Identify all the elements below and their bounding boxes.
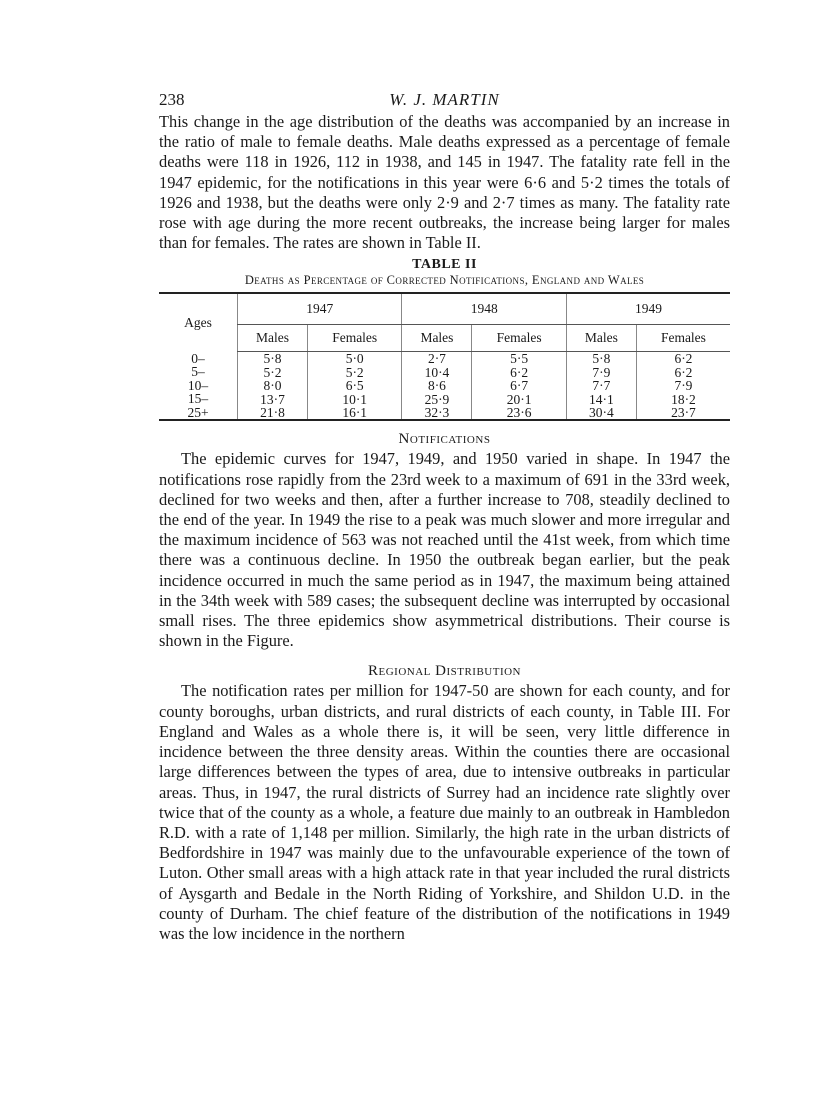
table-cell: 13·7 — [260, 391, 285, 407]
section-heading-notifications: Notifications — [398, 431, 491, 448]
age-label: 5– — [191, 364, 205, 380]
age-label: 10– — [187, 377, 209, 393]
deaths-percentage-table — [159, 292, 730, 421]
ages-header: Ages — [184, 315, 212, 331]
table-cell: 10·4 — [424, 364, 450, 380]
table-cell: 6·7 — [510, 378, 529, 394]
year-header: 1948 — [402, 293, 566, 325]
year-header: 1947 — [238, 293, 402, 325]
year-header: 1949 — [566, 293, 730, 325]
table-cell: 25·9 — [424, 391, 450, 407]
table-title: Deaths as Percentage of Corrected Notifications, England and Wales — [244, 273, 645, 288]
table-cell: 5·8 — [263, 351, 282, 367]
sex-header: Males — [566, 325, 636, 352]
running-head-author: W. J. MARTIN — [389, 90, 500, 109]
table-cell: 20·1 — [506, 391, 532, 407]
paragraph-regional-distribution: The notification rates per million for 1947-50 are shown for each county, and for county boroughs, urban districts, and rural districts of each county, in Table III. For England and Wales as a whole there is, it will be seen, very little difference in incidence between the three density areas. Within the counties there are occasional large differences between the types of area, due to intensive outbreaks in particular areas. Thus, in 1947, the rural districts of Surrey had an incidence rate slightly over twice that of the county as a whole, a feature due mainly to an outbreak in Hambledon R.D. with a rate of 1,148 per million. Similarly, the high rate in the urban districts of Bedfordshire in 1947 was mainly due to the unfavourable experience of the town of Luton. Other small areas with a high attack rate in that year included the rural districts of Aysgarth and Bedale in the North Riding of Yorkshire, and Shildon U.D. in the county of Durham. The chief feature of the distribution of the notifications in 1949 was the low incidence in the northern — [159, 681, 730, 943]
table-cell: 7·9 — [674, 378, 693, 394]
column-1948-females — [472, 352, 567, 421]
running-head — [159, 88, 730, 112]
table-cell: 30·4 — [589, 405, 614, 421]
table-cell: 2·7 — [427, 351, 446, 367]
table-cell: 6·2 — [674, 364, 693, 380]
table-cell: 10·1 — [342, 391, 368, 407]
age-label: 0– — [191, 350, 205, 366]
table-cell: 23·7 — [671, 405, 696, 421]
table-cell: 5·2 — [263, 364, 282, 380]
age-label: 15– — [187, 391, 209, 407]
page-number: 238 — [159, 90, 185, 109]
table-cell: 16·1 — [342, 405, 368, 421]
table-cell: 6·2 — [510, 364, 529, 380]
table-cell: 7·9 — [592, 364, 611, 380]
column-1949-females — [636, 352, 730, 421]
table-cell: 14·1 — [589, 391, 614, 407]
paragraph-age-distribution: This change in the age distribution of the deaths was accompanied by an increase in the ratio of male to female deaths. Male deaths expressed as a percentage of female deaths were 118 in 1926, 112 in 1938, and 145 in 1947. The fatality rate fell in the 1947 epidemic, for the notifications in this year were 6·6 and 5·2 times the totals of 1926 and 1938, but the deaths were only 2·9 and 2·7 times as many. The fatality rate rose with age during the more recent outbreaks, the increase being larger for males than for females. The rates are shown in Table II. — [159, 112, 730, 253]
sex-header: Females — [307, 325, 402, 352]
sex-header: Males — [402, 325, 472, 352]
table-cell: 8·6 — [427, 378, 446, 394]
sex-header: Females — [472, 325, 567, 352]
paragraph-notifications: The epidemic curves for 1947, 1949, and 1950 varied in shape. In 1947 the notifications rose rapidly from the 23rd week to a maximum of 691 in the 33rd week, declined for two weeks and then, after a further increase to 708, steadily declined to the end of the year. In 1949 the rise to a peak was much slower and more irregular and the maximum incidence of 563 was not reached until the 41st week, from which time there was a continuous decline. In 1950 the outbreak began earlier, but the peak incidence occurred in much the same period as in 1947, the maximum being attained in the 34th week with 589 cases; the subsequent decline was interrupted by occasional small rises. The three epidemics show asymmetrical distributions. Their course is shown in the Figure. — [159, 449, 730, 651]
table-cell: 5·8 — [592, 351, 611, 367]
column-1947-females — [307, 352, 402, 421]
table-cell: 18·2 — [671, 391, 696, 407]
table-cell: 5·0 — [345, 351, 364, 367]
table-cell: 21·8 — [260, 405, 285, 421]
table-cell: 8·0 — [263, 378, 282, 394]
table-cell: 23·6 — [506, 405, 532, 421]
table-cell: 5·5 — [510, 351, 529, 367]
table-cell: 32·3 — [424, 405, 450, 421]
column-1947-males — [238, 352, 308, 421]
sex-header: Males — [238, 325, 308, 352]
page — [159, 88, 730, 944]
sex-header: Females — [636, 325, 730, 352]
ages-column — [159, 352, 238, 421]
age-label: 25+ — [187, 404, 209, 420]
section-heading-regional-distribution: Regional Distribution — [367, 663, 521, 680]
column-1949-males — [566, 352, 636, 421]
table-cell: 7·7 — [592, 378, 611, 394]
table-cell: 6·2 — [674, 351, 693, 367]
table-cell: 6·5 — [345, 378, 364, 394]
table-cell: 5·2 — [345, 364, 364, 380]
column-1948-males — [402, 352, 472, 421]
table-caption: TABLE II — [412, 257, 477, 273]
